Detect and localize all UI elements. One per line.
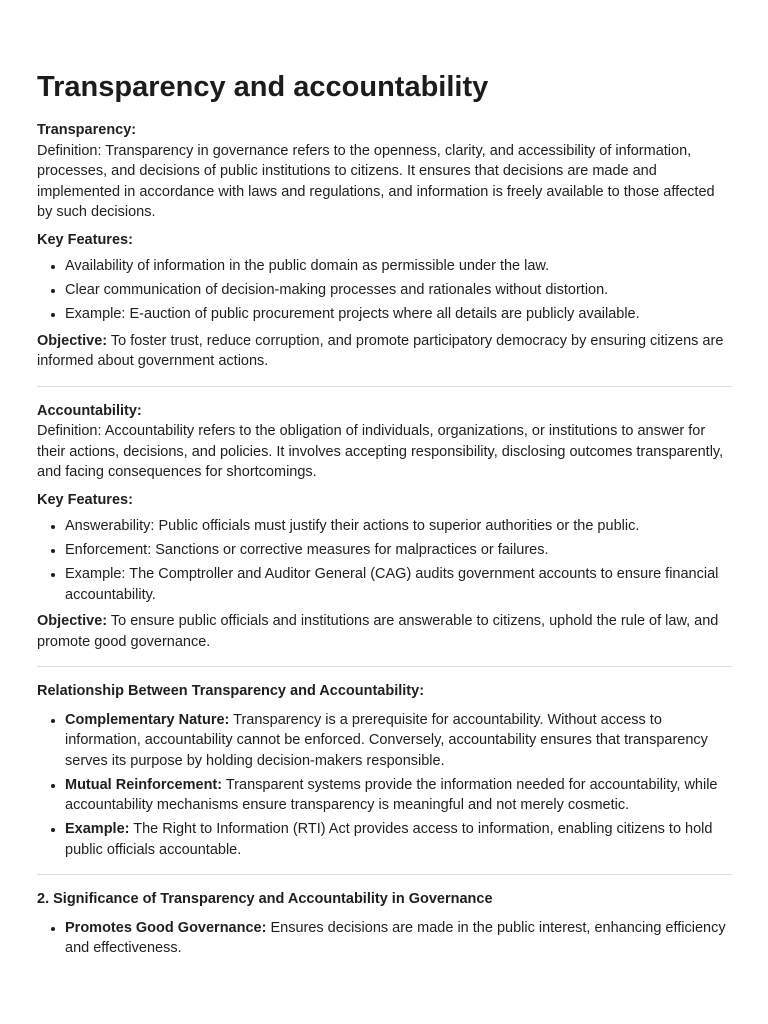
transparency-features-label: Key Features: <box>37 231 133 248</box>
divider <box>37 666 732 667</box>
list-item <box>65 918 732 959</box>
item-text: The Right to Information (RTI) Act provides access to information, enabling citizens to hold public officials accountable. <box>65 821 713 858</box>
item-label: Mutual Reinforcement: <box>65 776 223 793</box>
accountability-objective <box>37 611 732 652</box>
relationship-list <box>37 710 732 861</box>
item-text: Ensures decisions are made in the public interest, enhancing efficiency and effectiveness. <box>65 919 726 956</box>
relationship-heading: Relationship Between Transparency and Accountability: <box>37 683 425 699</box>
objective-label: Objective: <box>37 613 108 629</box>
list-item <box>65 710 732 772</box>
objective-text: To foster trust, reduce corruption, and promote participatory democracy by ensuring citizens are informed about government actions. <box>37 332 724 369</box>
accountability-features-list <box>37 516 732 605</box>
transparency-features-list <box>37 256 732 325</box>
item-label: Example: <box>65 821 130 837</box>
accountability-features-label: Key Features: <box>37 491 133 508</box>
objective-label: Objective: <box>37 332 108 349</box>
transparency-heading: Transparency: <box>37 122 137 138</box>
list-item: • Answerability: Public officials must justify their actions to superior authorities or the public. <box>65 516 732 537</box>
significance-heading: 2. Significance of Transparency and Accountability in Governance <box>37 891 493 907</box>
transparency-section <box>37 120 732 372</box>
item-label: Promotes Good Governance: <box>65 919 267 936</box>
list-item <box>65 819 732 860</box>
item-text: Transparency is a prerequisite for accountability. Without access to information, accountability cannot be enforced. Conversely, accountability ensures that transparency serves its purpose by holding decision-makers responsible. <box>65 711 708 769</box>
list-item: • Availability of information in the public domain as permissible under the law. <box>65 256 732 277</box>
transparency-objective <box>37 331 732 372</box>
page-title: Transparency and accountability <box>37 71 489 103</box>
item-text: Transparent systems provide the information needed for accountability, while accountability mechanisms ensure transparency is meaningful and not merely cosmetic. <box>65 776 718 813</box>
significance-list <box>37 918 732 959</box>
transparency-definition: Definition: Transparency in governance refers to the openness, clarity, and accessibility of information, processes, and decisions of public institutions to citizens. It ensures that decisions are made and implemented in accordance with laws and regulations, and information is freely available to those affected by such decisions. <box>37 142 715 220</box>
divider <box>37 874 732 875</box>
item-label: Complementary Nature: <box>65 711 230 728</box>
list-item: • Enforcement: Sanctions or corrective measures for malpractices or failures. <box>65 540 732 561</box>
divider <box>37 386 732 387</box>
relationship-section <box>37 681 732 860</box>
accountability-section <box>37 401 732 653</box>
accountability-definition: Definition: Accountability refers to the obligation of individuals, organizations, or institutions to answer for their actions, decisions, and policies. It involves accepting responsibility, disclosing outcomes transparently, and facing consequences for shortcomings. <box>37 423 724 480</box>
list-item: • Clear communication of decision-making processes and rationales without distortion. <box>65 280 732 301</box>
objective-text: To ensure public officials and institutions are answerable to citizens, uphold the rule of law, and promote good governance. <box>37 613 719 650</box>
list-item <box>65 775 732 816</box>
accountability-heading: Accountability: <box>37 402 142 419</box>
list-item: • Example: The Comptroller and Auditor General (CAG) audits government accounts to ensure financial accountability. <box>65 564 732 605</box>
significance-section <box>37 889 732 959</box>
list-item: • Example: E-auction of public procurement projects where all details are publicly available. <box>65 304 732 325</box>
